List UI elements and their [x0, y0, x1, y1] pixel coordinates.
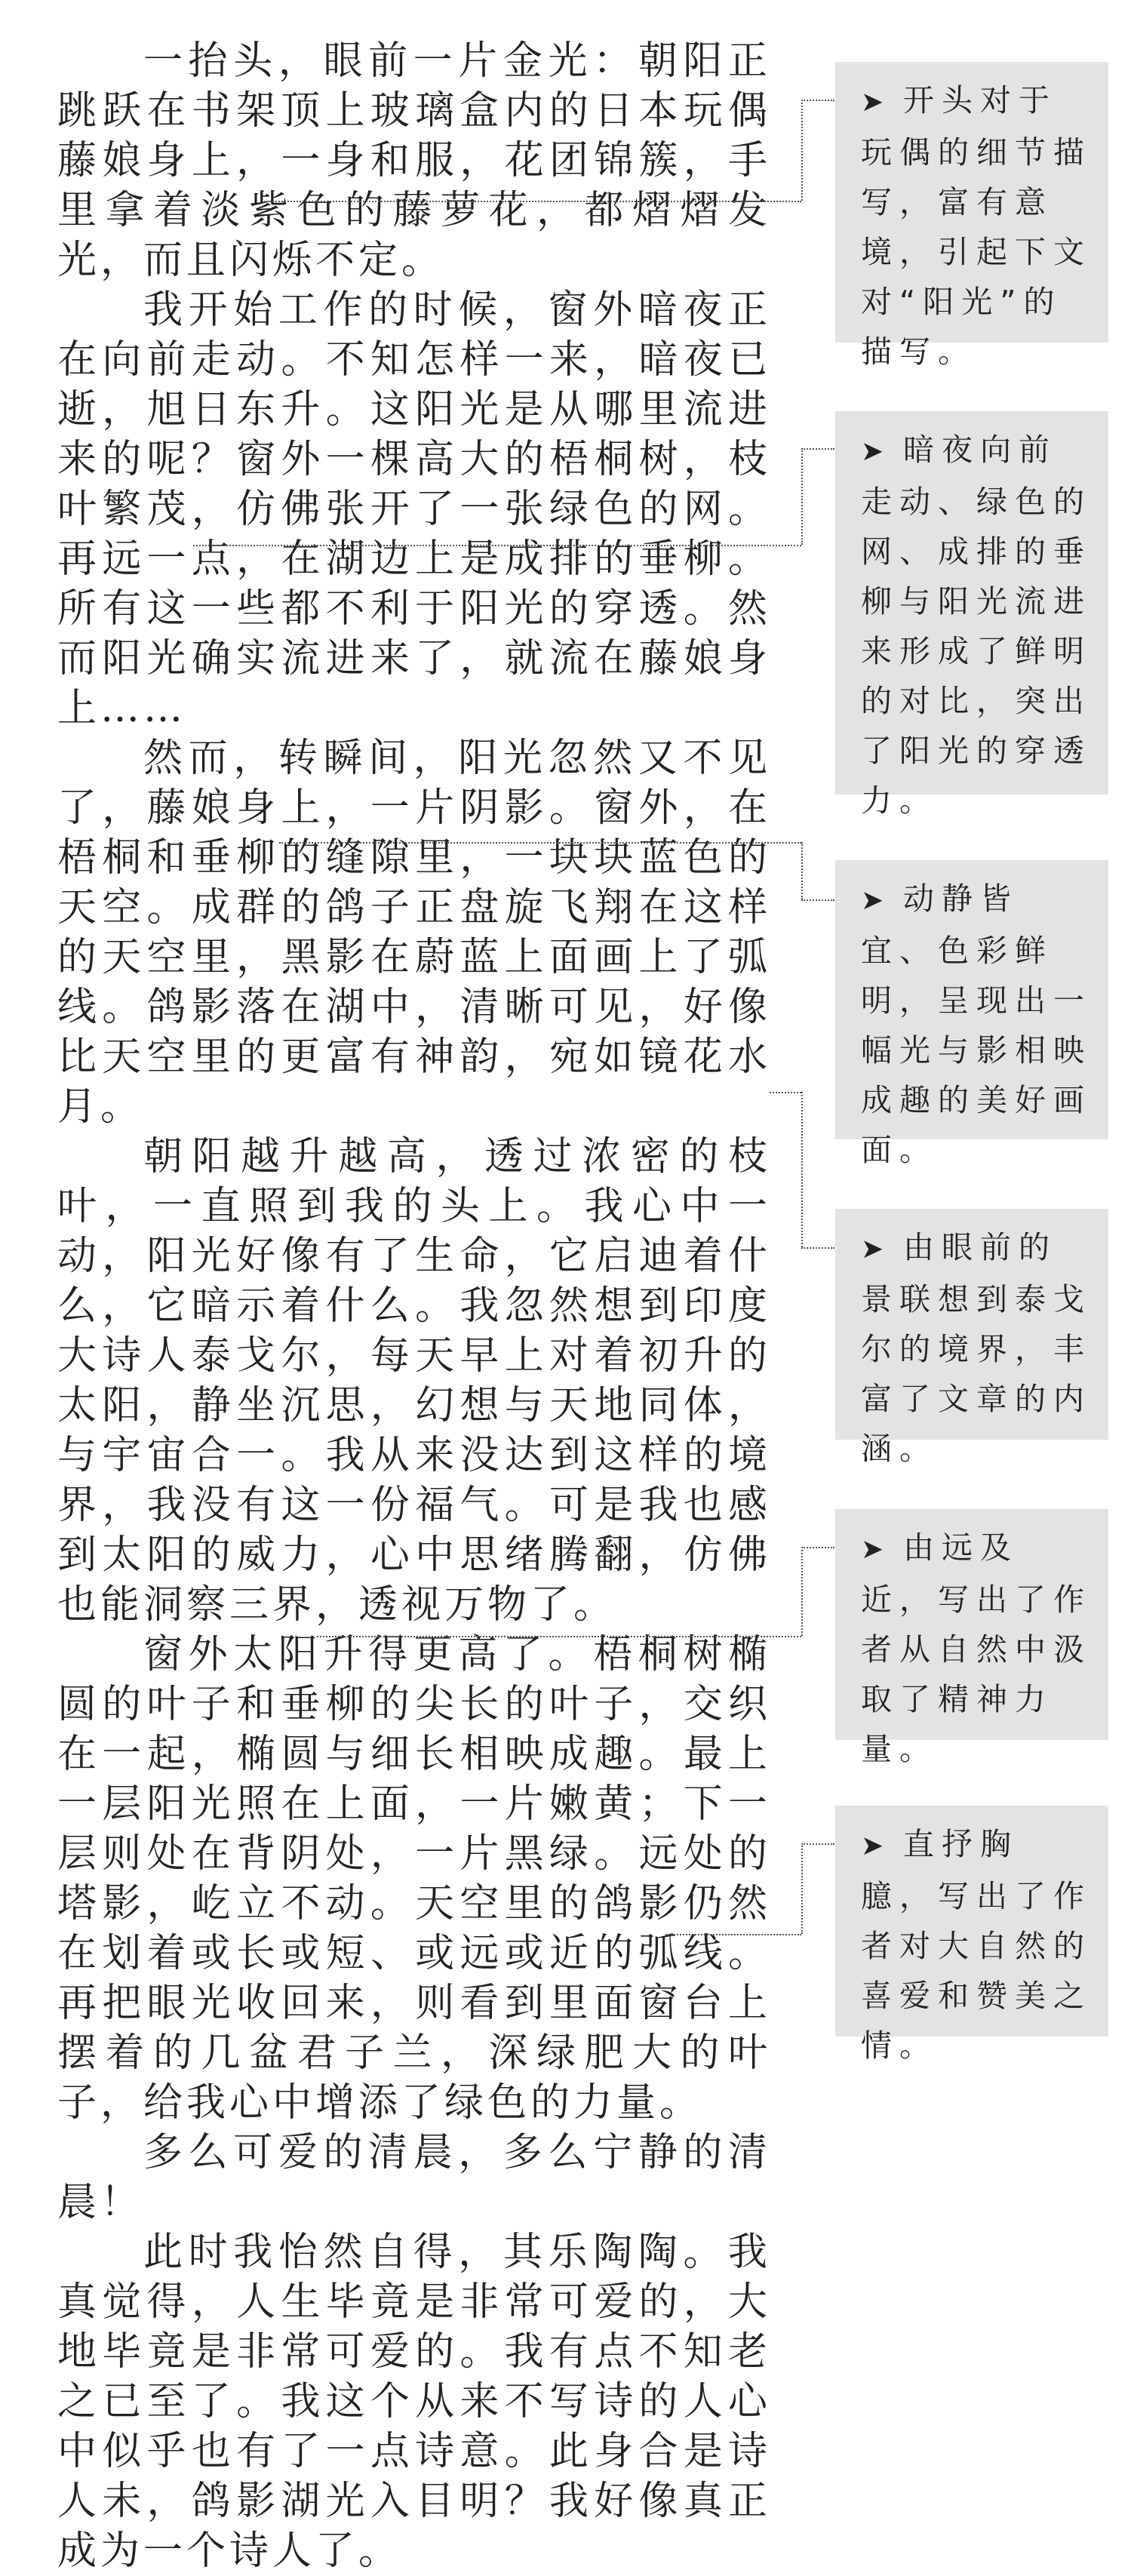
annotation-box-6 [835, 1806, 1108, 2064]
annotation-text-5: 由远及近，写出了作者从自然中汲取了精神力量。 [861, 1529, 1092, 1767]
annotation-box-2 [835, 411, 1108, 819]
annotation-box-5 [835, 1509, 1108, 1767]
annotation-box-4 [835, 1209, 1108, 1467]
arrow-right-icon: ➤ [861, 1831, 884, 1861]
paragraph-2: 我开始工作的时候，窗外暗夜正在向前走动。不知怎样一来，暗夜已逝，旭日东升。这阳光是从哪里流进来的呢？窗外一棵高大的梧桐树，枝叶繁茂，仿佛张开了一张绿色的网。再远一点，在湖边上是成排的垂柳。所有这一些都不利于阳光的穿透。然而阳光确实流进来了，就流在藤娘身上…… [57, 287, 771, 731]
leader-line-5-end [801, 1547, 834, 1548]
arrow-right-icon: ➤ [861, 436, 884, 467]
leader-line-6-end [801, 1843, 834, 1845]
leader-line-6 [665, 1934, 801, 1935]
annotation-box-1 [835, 62, 1108, 370]
arrow-right-icon: ➤ [861, 87, 884, 118]
article-body [57, 36, 771, 2576]
annotation-text-3: 动静皆宜、色彩鲜明，呈现出一幅光与影相映成趣的美好画面。 [861, 881, 1092, 1168]
paragraph-5: 窗外太阳升得更高了。梧桐树椭圆的叶子和垂柳的尖长的叶子，交织在一起，椭圆与细长相映成趣。最上一层阳光照在上面，一片嫩黄；下一层则处在背阴处，一片黑绿。远处的塔影，屹立不动。天空里的鸽影仍然在划着或长或短、或远或近的弧线。再把眼光收回来，则看到里面窗台上摆着的几盆君子兰，深绿肥大的叶子，给我心中增添了绿色的力量。 [57, 1632, 771, 2126]
annotation-text-2: 暗夜向前走动、绿色的网、成排的垂柳与阳光流进来形成了鲜明的对比，突出了阳光的穿透力。 [861, 432, 1092, 819]
paragraph-7: 此时我怡然自得，其乐陶陶。我真觉得，人生毕竟是非常可爱的，大地毕竟是非常可爱的。我有点不知老之已至了。我这个从来不写诗的人心中似乎也有了一点诗意。此身合是诗人未，鸽影湖光入目明？我好像真正成为一个诗人了。 [57, 2230, 771, 2574]
paragraph-4: 朝阳越升越高，透过浓密的枝叶，一直照到我的头上。我心中一动，阳光好像有了生命，它启迪着什么，它暗示着什么。我忽然想到印度大诗人泰戈尔，每天早上对着初升的太阳，静坐沉思，幻想与天地同体，与宇宙合一。我从来没达到这样的境界，我没有这一份福气。可是我也感到太阳的威力，心中思绪腾翻，仿佛也能洞察三界，透视万物了。 [57, 1134, 771, 1628]
annotation-text-1: 开头对于玩偶的细节描写，富有意境，引起下文对“阳光”的描写。 [861, 82, 1092, 370]
leader-line-5-vertical [801, 1547, 803, 1636]
leader-line-2 [193, 545, 801, 546]
arrow-right-icon: ➤ [861, 885, 884, 916]
arrow-right-icon: ➤ [861, 1534, 884, 1565]
paragraph-3: 然而，转瞬间，阳光忽然又不见了，藤娘身上，一片阴影。窗外，在梧桐和垂柳的缝隙里，一块块蓝色的天空。成群的鸽子正盘旋飞翔在这样的天空里，黑影在蔚蓝上面画上了弧线。鸽影落在湖中，清晰可见，好像比天空里的更富有神韵，宛如镜花水月。 [57, 736, 771, 1130]
paragraph-6: 多么可爱的清晨，多么宁静的清晨！ [57, 2130, 771, 2225]
annotation-text-6: 直抒胸臆，写出了作者对大自然的喜爱和赞美之情。 [861, 1826, 1092, 2064]
annotation-text-4: 由眼前的景联想到泰戈尔的境界，丰富了文章的内涵。 [861, 1229, 1092, 1467]
leader-line-2-vertical [801, 448, 803, 545]
leader-line-4 [770, 1092, 801, 1093]
leader-line-2-end [801, 448, 834, 450]
leader-line-1 [264, 201, 801, 202]
arrow-right-icon: ➤ [861, 1234, 884, 1265]
leader-line-1-vertical [801, 100, 803, 201]
leader-line-3 [279, 842, 801, 844]
leader-line-3-vertical [801, 842, 803, 899]
leader-line-4-vertical [801, 1092, 803, 1247]
paragraph-1: 一抬头，眼前一片金光：朝阳正跳跃在书架顶上玻璃盒内的日本玩偶藤娘身上，一身和服，花团锦簇，手里拿着淡紫色的藤萝花，都熠熠发光，而且闪烁不定。 [57, 38, 771, 283]
annotation-box-3 [835, 860, 1108, 1168]
leader-line-4-end [801, 1247, 834, 1249]
leader-line-6-vertical [801, 1843, 803, 1934]
leader-line-1-end [801, 100, 834, 101]
leader-line-3-end [801, 899, 834, 901]
leader-line-5 [317, 1636, 801, 1637]
